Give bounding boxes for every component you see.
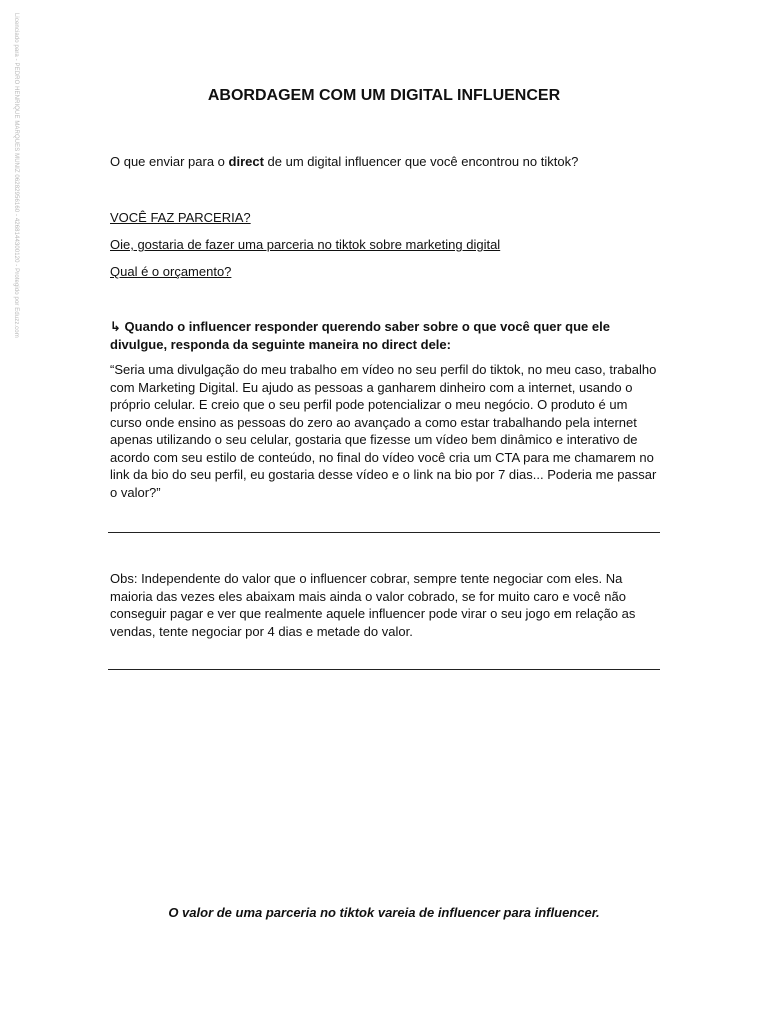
question-text-end: de um digital influencer que você encontrou no tiktok?: [263, 154, 579, 169]
reply-quote: “Seria uma divulgação do meu trabalho em vídeo no seu perfil do tiktok, no meu caso, trabalho com Marketing Digital. Eu ajudo as pessoas a ganharem dinheiro com a internet, usando o próprio celular. E creio que o seu perfil pode potencializar o meu negócio. O produto é um curso onde ensino as pessoas do zero ao avançado a como estar trabalhando pela internet apenas utilizando o seu celular, gostaria que fizesse um vídeo bem dinâmico e interativo de acordo com seu estilo de conteúdo, no final do vídeo você cria um CTA para me chamarem no link da bio do seu perfil, eu gostaria desse vídeo e o link na bio por 7 dias... Poderia me passar o valor?”: [110, 362, 657, 500]
question-text-start: O que enviar para o: [110, 154, 229, 169]
intro-question: [110, 153, 578, 171]
reply-instruction: [110, 318, 660, 353]
page-title: ABORDAGEM COM UM DIGITAL INFLUENCER: [207, 87, 561, 104]
message-line-budget: Qual é o orçamento?: [110, 264, 232, 279]
message-line-partnership: VOCÊ FAZ PARCERIA?: [110, 210, 251, 225]
question-bold-word: direct: [228, 154, 264, 169]
divider: [108, 532, 660, 533]
observation-note: Obs: Independente do valor que o influencer cobrar, sempre tente negociar com eles. Na maioria das vezes eles abaixam mais ainda o valor cobrado, se for muito caro e você não conseguir pagar e ver que realmente aquele influencer pode virar o seu jogo em relação as vendas, tente negociar por 4 dias e metade do valor.: [110, 571, 636, 639]
divider: [108, 669, 660, 670]
reply-instruction-text: Quando o influencer responder querendo saber sobre o que você quer que ele divulgue, responda da seguinte maneira no direct dele:: [110, 319, 610, 352]
turn-arrow-icon: ↳: [110, 319, 121, 334]
footer-note: O valor de uma parceria no tiktok vareia de influencer para influencer.: [168, 905, 600, 920]
license-watermark: Licenciado para - PEDRO HENRIQUE MARQUES MUNIZ 06282956160 - 4268144300120 - Protegido por Eduzz.com: [13, 13, 19, 338]
message-line-greeting: Oie, gostaria de fazer uma parceria no tiktok sobre marketing digital: [110, 237, 501, 252]
